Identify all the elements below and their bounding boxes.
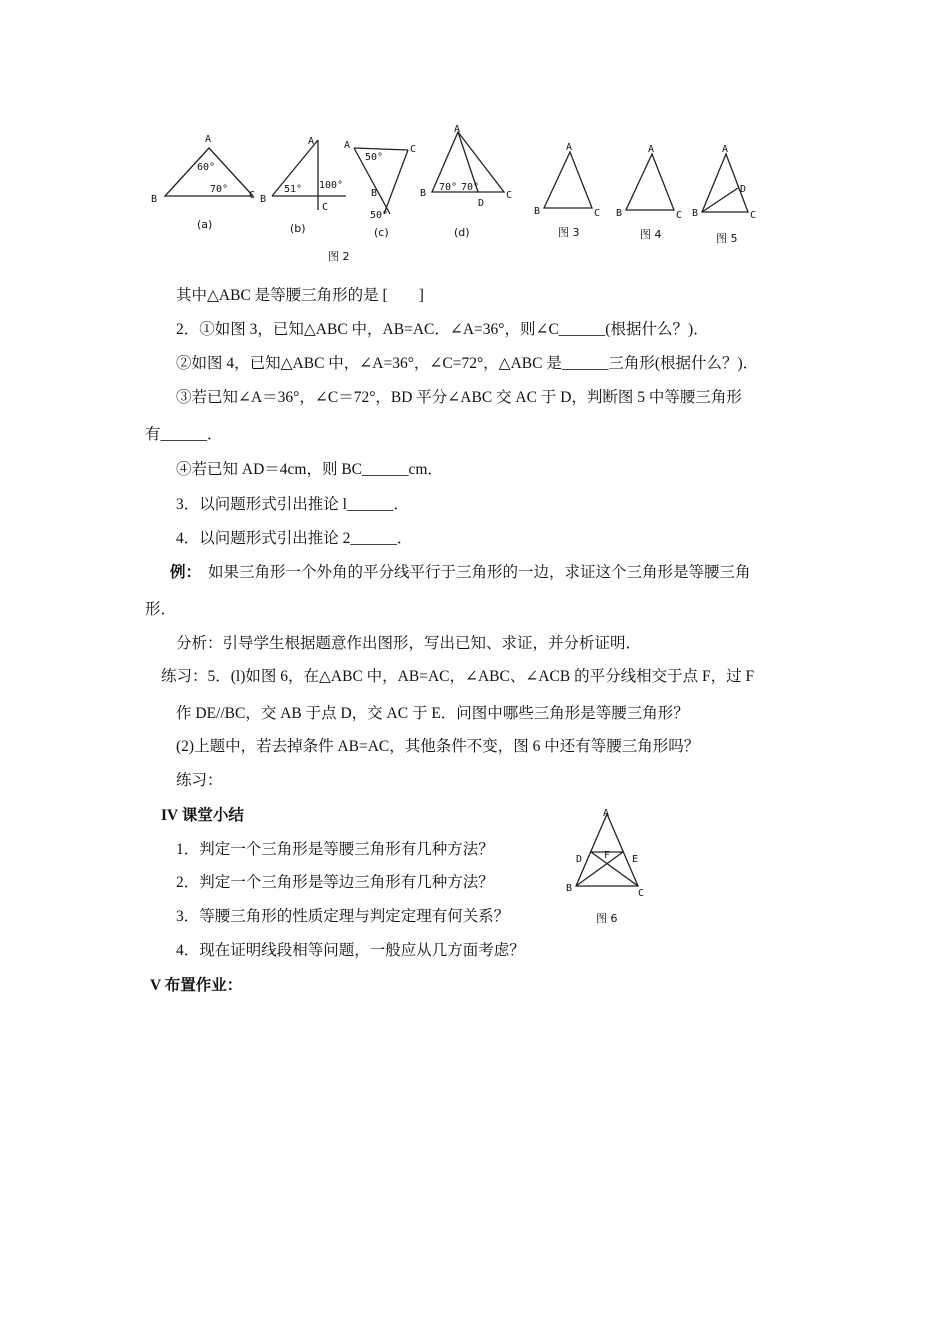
figure-2b	[258, 128, 353, 238]
caption: (d)	[454, 226, 470, 239]
label-a: A	[722, 144, 729, 155]
label-a: A	[454, 124, 461, 135]
angle-top: 60°	[197, 162, 216, 173]
exercise-5-line-2: 作 DE//BC，交 AB 于点 D，交 AC 于 E．问图中哪些三角形是等腰三角形？	[176, 705, 689, 722]
label-c: C	[322, 202, 329, 213]
label-c: C	[750, 210, 757, 221]
figure-2-caption	[320, 244, 380, 266]
label-b: B	[371, 188, 378, 199]
analysis: 分析：引导学生根据题意作出图形，写出已知、求证，并分析证明．	[176, 635, 642, 652]
triangle	[626, 154, 674, 210]
label-a: A	[603, 808, 610, 819]
label-b: B	[420, 188, 427, 199]
angle-left: 70°	[439, 182, 458, 193]
figure-2a	[145, 128, 265, 238]
figure-6	[562, 800, 657, 930]
q2-3b: 有______．	[145, 426, 223, 443]
label-b: B	[692, 208, 699, 219]
label-c: C	[506, 190, 513, 201]
angle-mid: 70°	[461, 182, 480, 193]
q1-tail: 其中△ABC 是等腰三角形的是 [ ]	[176, 287, 424, 304]
angle-left: 51°	[284, 184, 303, 195]
summary-item-1: 1．判定一个三角形是等腰三角形有几种方法？	[176, 841, 494, 858]
summary-item-2: 2．判定一个三角形是等边三角形有几种方法？	[176, 874, 494, 891]
label-a: A	[566, 142, 573, 153]
label-f: F	[604, 850, 611, 861]
triangle	[702, 154, 748, 212]
label-b: B	[616, 208, 623, 219]
example-label: 例：	[170, 564, 202, 581]
q4: 4．以问题形式引出推论 2______．	[176, 530, 413, 547]
summary-item-3: 3．等腰三角形的性质定理与判定定理有何关系？	[176, 908, 510, 925]
angle-right: 70°	[210, 184, 229, 195]
label-b: B	[260, 194, 267, 205]
label-b: B	[566, 883, 573, 894]
label-c: C	[594, 208, 601, 219]
figure-5	[692, 140, 772, 248]
label-a: A	[308, 136, 315, 147]
label-b: B	[151, 194, 158, 205]
label-a: A	[205, 134, 212, 145]
example-line-2: 形．	[145, 601, 177, 618]
summary-heading: IV 课堂小结	[161, 807, 244, 824]
label-c: C	[249, 190, 256, 201]
label-a: A	[648, 144, 655, 155]
exercise-5-line-3: (2)上题中，若去掉条件 AB=AC，其他条件不变，图 6 中还有等腰三角形吗？	[176, 738, 700, 755]
angle-top: 50°	[365, 152, 384, 163]
label-c: C	[676, 210, 683, 221]
q2-1: 2．①如图 3，已知△ABC 中，AB=AC．∠A=36°，则∠C______(根据什么？)．	[176, 321, 709, 338]
q3: 3．以问题形式引出推论 l______．	[176, 496, 409, 513]
label-b: B	[534, 206, 541, 217]
angle-bottom: 50°	[370, 210, 389, 221]
caption: (b)	[290, 222, 306, 235]
caption: (a)	[197, 218, 213, 231]
caption: 图 6	[596, 912, 618, 925]
exercise-5-line-1: 练习：5．(l)如图 6，在△ABC 中，AB=AC，∠ABC、∠ACB 的平分线相交于点 F，过 F	[161, 668, 755, 685]
figure-2d	[418, 120, 523, 242]
label-d: D	[740, 184, 747, 195]
figure-3	[532, 138, 612, 243]
q2-4: ④若已知 AD＝4cm，则 BC______cm．	[176, 461, 443, 478]
label-d: D	[478, 198, 485, 209]
homework-heading: V 布置作业：	[150, 977, 243, 994]
label-c: C	[410, 144, 417, 155]
summary-item-4: 4．现在证明线段相等问题，一般应从几方面考虑？	[176, 942, 525, 959]
q2-3a: ③若已知∠A＝36°，∠C＝72°，BD 平分∠ABC 交 AC 于 D，判断图 5 中等腰三角形	[176, 389, 742, 406]
label-c: C	[638, 888, 645, 899]
triangle	[544, 152, 592, 208]
q2-2: ②如图 4，已知△ABC 中，∠A=36°，∠C=72°，△ABC 是______三角形(根据什么？)．	[176, 355, 759, 372]
caption: 图 4	[640, 228, 662, 241]
caption: 图 5	[716, 232, 738, 245]
label-a: A	[344, 140, 351, 151]
angle-ext: 100°	[319, 180, 344, 191]
caption: 图 3	[558, 226, 580, 239]
caption: (c)	[374, 226, 389, 239]
example-line-1: 如果三角形一个外角的平分线平行于三角形的一边，求证这个三角形是等腰三角	[208, 564, 751, 581]
label-e: E	[632, 854, 639, 865]
figure-4	[614, 140, 694, 245]
label-d: D	[576, 854, 583, 865]
practice-label: 练习：	[176, 772, 223, 789]
caption: 图 2	[328, 250, 350, 263]
